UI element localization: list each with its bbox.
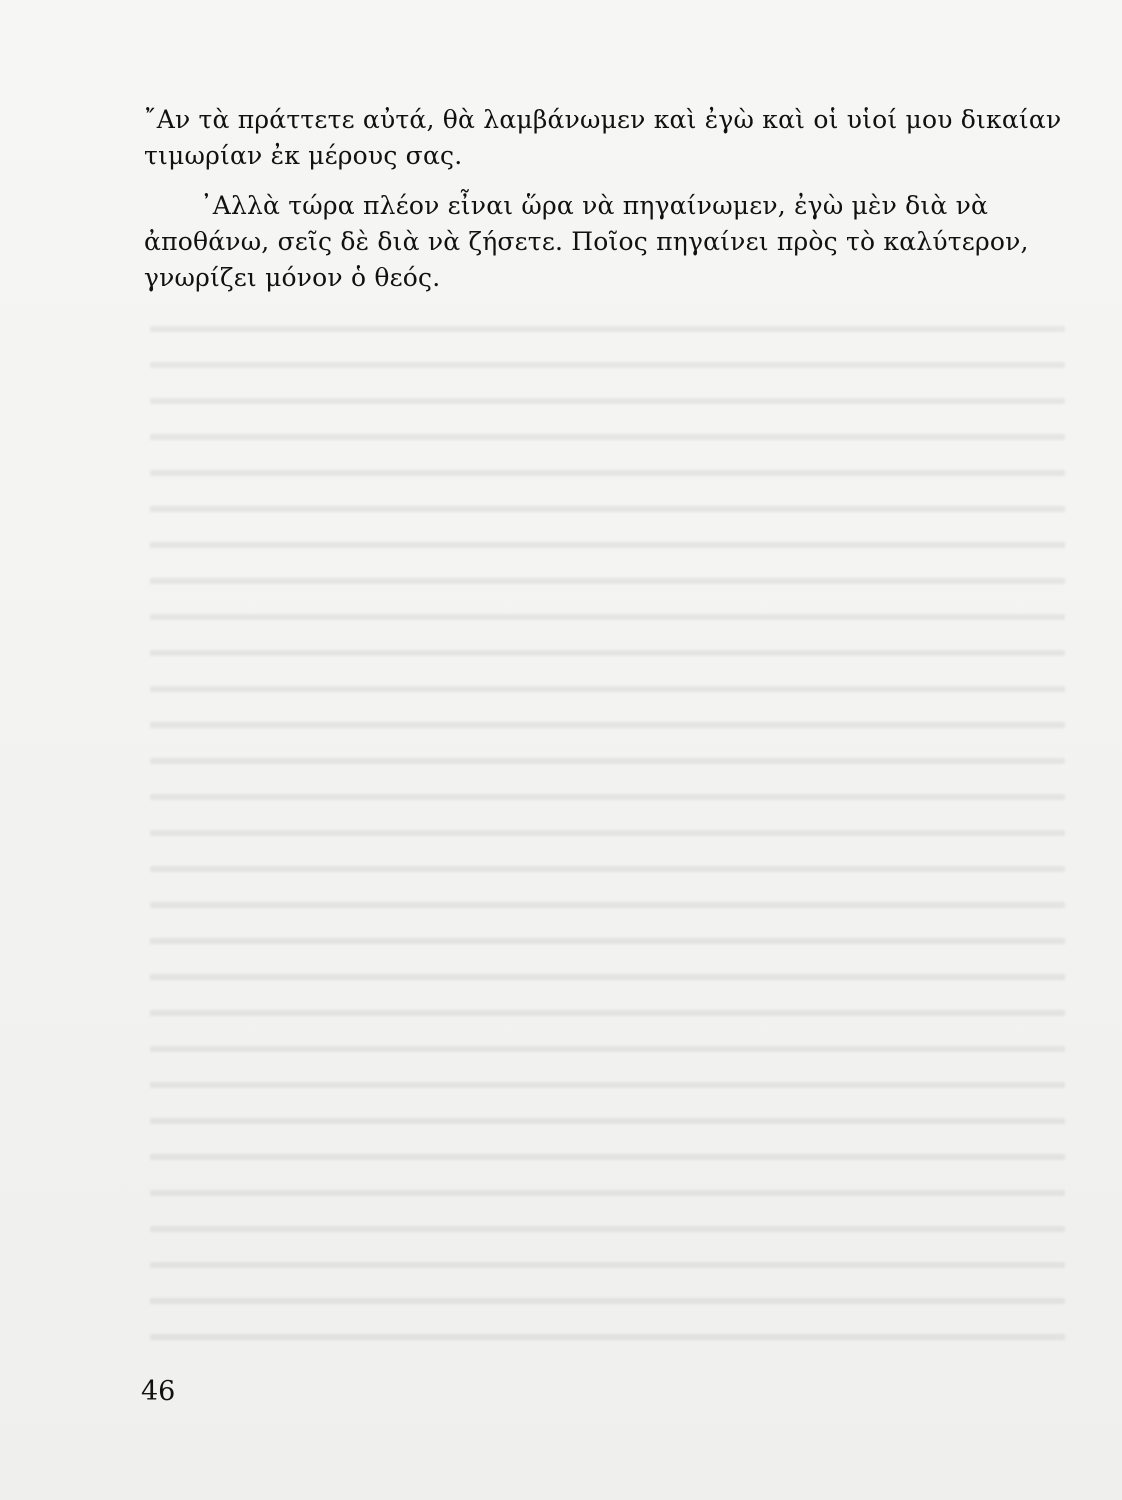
bleed-through-text bbox=[150, 302, 1065, 1352]
paragraph-1: ῎Αν τὰ πράττετε αὐτά, θὰ λαμβάνωμεν καὶ ἐγὼ καὶ οἱ υἱοί μου δικαίαν τιμωρίαν ἐκ μέρους σας. bbox=[144, 105, 1062, 170]
paragraph-2: ᾿Αλλὰ τώρα πλέον εἶναι ὥρα νὰ πηγαίνωμεν, ἐγὼ μὲν διὰ νὰ ἀποθάνω, σεῖς δὲ διὰ νὰ ζήσετε. Ποῖος πηγαίνει πρὸς τὸ καλύτερον, γνωρίζει μόνον ὁ θεός. bbox=[144, 191, 1029, 292]
page-number: 46 bbox=[141, 1376, 176, 1407]
body-text bbox=[144, 102, 1072, 310]
